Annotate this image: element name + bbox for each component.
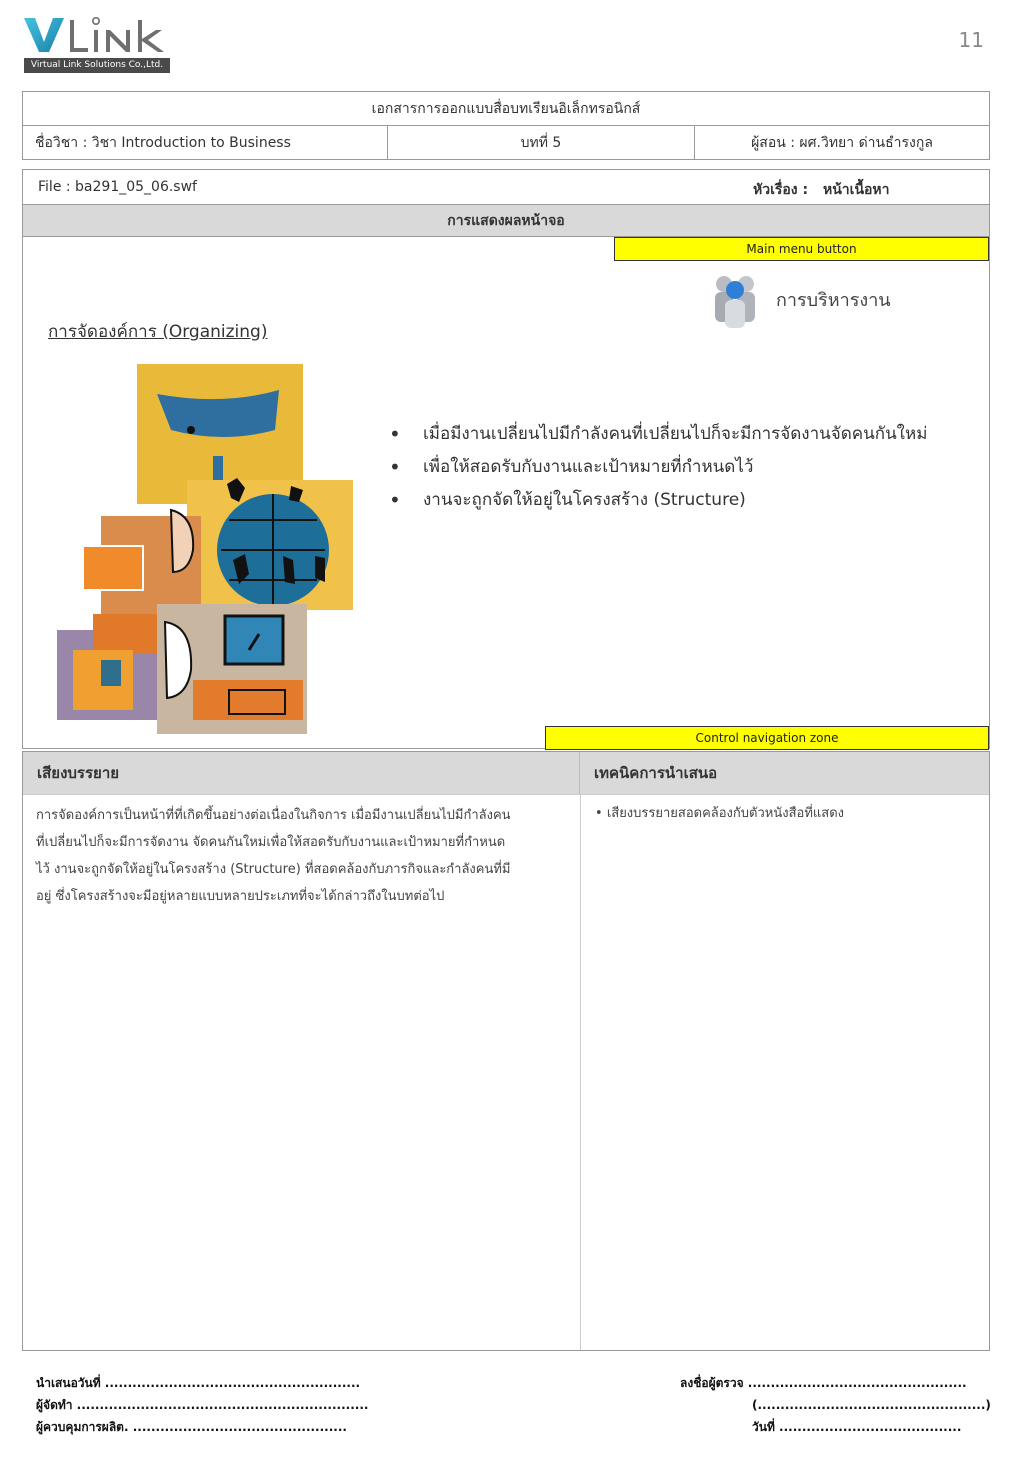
narration-table xyxy=(22,751,990,1351)
bullet-icon: • xyxy=(389,488,401,512)
narration-line: ไว้ งานจะถูกจัดให้อยู่ในโครงสร้าง (Structure) ที่สอดคล้องกับภารกิจและกำลังคนที่มี xyxy=(36,862,511,877)
file-row xyxy=(23,170,989,204)
header-divider xyxy=(23,794,989,795)
people-group-icon xyxy=(711,270,759,330)
doc-title-row xyxy=(22,91,990,126)
content-bullet-list xyxy=(389,418,979,517)
bullet-item: • เพื่อให้สอดรับกับงานและเป้าหมายที่กำหนดไว้ xyxy=(389,451,979,484)
bullet-item: • งานจะถูกจัดให้อยู่ในโครงสร้าง (Structure) xyxy=(389,484,979,517)
review-date-field: วันที่ ........................................ xyxy=(752,1420,962,1434)
main-menu-zone-label: Main menu button xyxy=(614,237,989,261)
producer-field: ผู้จัดทำ ................................................................ xyxy=(36,1398,369,1412)
production-controller-field: ผู้ควบคุมการผลิต. ............................................... xyxy=(36,1420,347,1434)
content-heading: การจัดองค์การ (Organizing) xyxy=(48,322,268,342)
column-divider xyxy=(580,794,581,1350)
narration-line: การจัดองค์การเป็นหน้าที่ที่เกิดขึ้นอย่างต่อเนื่องในกิจการ เมื่อมีงานเปลี่ยนไปมีกำลังคน xyxy=(36,808,511,823)
narration-line: อยู่ ซึ่งโครงสร้างจะมีอยู่หลายแบบหลายประเภทที่จะได้กล่าวถึงในบทต่อไป xyxy=(36,889,445,904)
display-header: การแสดงผลหน้าจอ xyxy=(23,204,989,237)
narration-text xyxy=(36,802,571,910)
footer-right xyxy=(680,1372,991,1438)
footer-left xyxy=(36,1372,368,1438)
doc-title: เอกสารการออกแบบสื่อบทเรียนอิเล็กทรอนิกส์ xyxy=(371,100,641,117)
organizing-illustration xyxy=(53,360,358,740)
page-number: 11 xyxy=(958,28,984,52)
bullet-icon: • xyxy=(595,806,607,821)
control-navigation-zone-label: Control navigation zone xyxy=(545,726,989,750)
bullet-icon: • xyxy=(389,455,401,479)
subject-field: ชื่อวิชา : วิชา Introduction to Business xyxy=(23,126,388,159)
narration-line: ที่เปลี่ยนไปก็จะมีการจัดงาน จัดคนกันใหม่เพื่อให้สอดรับกับงานและเป้าหมายที่กำหนด xyxy=(36,835,506,850)
technique-item: • เสียงบรรยายสอดคล้องกับตัวหนังสือที่แสดง xyxy=(595,806,844,821)
menu-title: การบริหารงาน xyxy=(776,290,891,311)
screen-panel xyxy=(22,169,990,749)
topic-label: หัวเรื่อง : xyxy=(753,182,809,198)
bullet-item: • เมื่อมีงานเปลี่ยนไปมีกำลังคนที่เปลี่ยนไปก็จะมีการจัดงานจัดคนกันใหม่ xyxy=(389,418,979,451)
technique-list xyxy=(595,802,975,826)
chapter-field: บทที่ 5 xyxy=(388,126,695,159)
presented-date-field: นำเสนอวันที่ ........................................................ xyxy=(36,1376,361,1390)
topic-value: หน้าเนื้อหา xyxy=(823,182,890,198)
instructor-field: ผู้สอน : ผศ.วิทยา ด่านธำรงกูล xyxy=(751,134,933,151)
technique-header: เทคนิคการนำเสนอ xyxy=(580,752,989,794)
doc-info-row xyxy=(22,125,990,160)
narration-header: เสียงบรรยาย xyxy=(23,752,580,794)
vlink-logo-mark xyxy=(22,14,172,56)
logo-subtitle: Virtual Link Solutions Co.,Ltd. xyxy=(24,58,170,73)
file-name: File : ba291_05_06.swf xyxy=(38,179,197,195)
bullet-icon: • xyxy=(389,422,401,446)
reviewer-signature-field: ลงชื่อผู้ตรวจ ................................................ xyxy=(680,1376,967,1390)
reviewer-name-field: (..................................................) xyxy=(752,1398,991,1412)
company-logo xyxy=(22,14,172,76)
